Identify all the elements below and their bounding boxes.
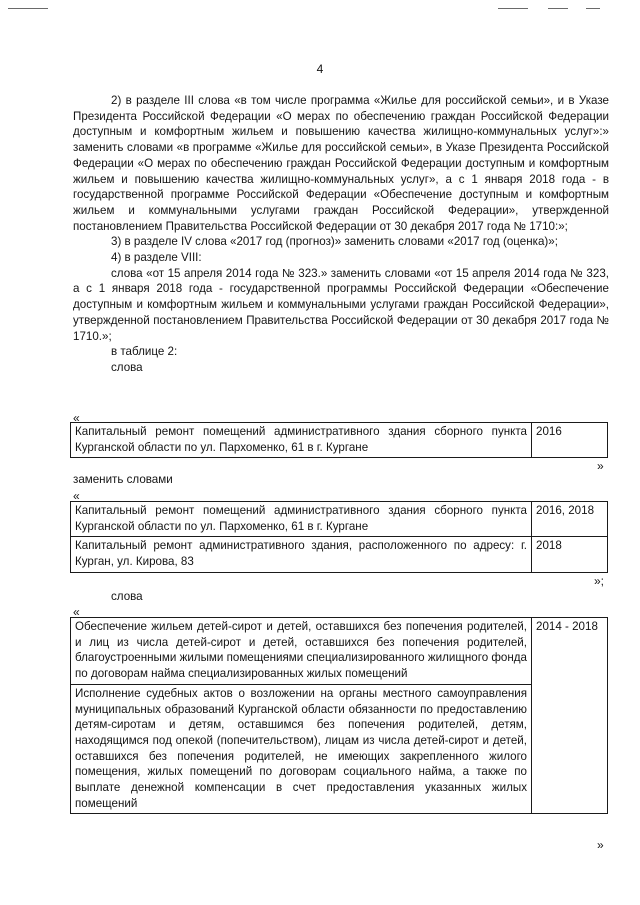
- table-cell-description: Капитальный ремонт помещений административного здания сборного пункта Курганской области по ул. Пархоменко, 61 в г. Кургане: [71, 423, 532, 458]
- open-quote: «: [73, 411, 80, 425]
- table-original: [70, 422, 608, 458]
- table-replacement: [70, 501, 608, 573]
- table-row: [71, 423, 608, 458]
- table-cell-description: Исполнение судебных актов о возложении на органы местного самоуправления муниципальных образований Курганской области обязанности по предоставлению детям-сиротам и детям, оставшимся без попечения родителей, детям, находящимся под опекой (попечительством), лицам из числа детей-сирот и детей, оставшихся без попечения родителей, не имеющих закрепленного жилого помещения, жилых помещений по договорам социального найма, а также по выплате денежной компенсации в счет предоставления указанных жилых помещений: [71, 684, 532, 814]
- paragraph-section-8-words: слова «от 15 апреля 2014 года № 323.» заменить словами «от 15 апреля 2014 года № 323, а с 1 января 2018 года - государственной программы Российской Федерации «Обеспечение доступным и комфортным жильем и коммунальными услугами граждан Российской Федерации», утвержденной постановлением Правительства Российской Федерации от 30 декабря 2017 года № 1710.»;: [73, 266, 609, 343]
- scan-edge-mark: [8, 8, 48, 9]
- table-cell-description: Обеспечение жильем детей-сирот и детей, оставшихся без попечения родителей, и лиц из числа детей-сирот и детей, оставшихся без попечения родителей, благоустроенными жилыми помещениями специализированного жилищного фонда по договорам найма специализированных жилых помещений: [71, 618, 532, 685]
- table-row: [71, 618, 608, 685]
- paragraph-section-8: 4) в разделе VIII:: [111, 251, 202, 265]
- close-quote-semicolon: »;: [594, 574, 605, 588]
- scan-edge-mark: [498, 8, 528, 9]
- table-cell-years: 2014 - 2018: [532, 618, 608, 814]
- table-cell-years: 2016, 2018: [532, 502, 608, 537]
- scan-edge-mark: [586, 8, 600, 9]
- words-label: слова: [111, 590, 143, 603]
- open-quote: «: [73, 605, 80, 619]
- paragraph-section-4: 3) в разделе IV слова «2017 год (прогноз)» заменить словами «2017 год (оценка)»;: [111, 235, 558, 249]
- close-quote: »: [597, 838, 604, 852]
- table-orphans-housing: [70, 617, 608, 814]
- replace-with-label: заменить словами: [73, 473, 173, 486]
- table-cell-description: Капитальный ремонт административного здания, расположенного по адресу: г. Курган, ул. Кирова, 83: [71, 537, 532, 572]
- table-cell-years: 2016: [532, 423, 608, 458]
- table-row: [71, 684, 608, 814]
- table-cell-description: Капитальный ремонт помещений административного здания сборного пункта Курганской области по ул. Пархоменко, 61 в г. Кургане: [71, 502, 532, 537]
- paragraph-table-2: в таблице 2:: [111, 345, 178, 359]
- close-quote: »: [597, 459, 604, 473]
- open-quote: «: [73, 489, 80, 503]
- paragraph-section-3: 2) в разделе III слова «в том числе программа «Жилье для российской семьи», и в Указе Президента Российской Федерации «О мерах по обеспечению граждан Российской Федерации доступным и комфортным жильем и повышению качества жилищно-коммунальных услуг»:» заменить словами «в программе «Жилье для российской семьи», в Указе Президента Российской Федерации «О мерах по обеспечению граждан Российской Федерации доступным и комфортным жильем и повышению качества жилищно-коммунальных услуг», а с 1 января 2018 года - в государственной программе Российской Федерации «Обеспечение доступным и комфортным жильем и коммунальными услугами граждан Российской Федерации», утвержденной постановлением Правительства Российской Федерации от 30 декабря 2017 года № 1710:»;: [73, 94, 609, 233]
- paragraph-words: слова: [111, 360, 143, 374]
- table-cell-years: 2018: [532, 537, 608, 572]
- table-row: [71, 502, 608, 537]
- amendment-text: [73, 93, 609, 376]
- table-row: [71, 537, 608, 572]
- page-number: 4: [316, 62, 324, 76]
- scan-edge-mark: [548, 8, 568, 9]
